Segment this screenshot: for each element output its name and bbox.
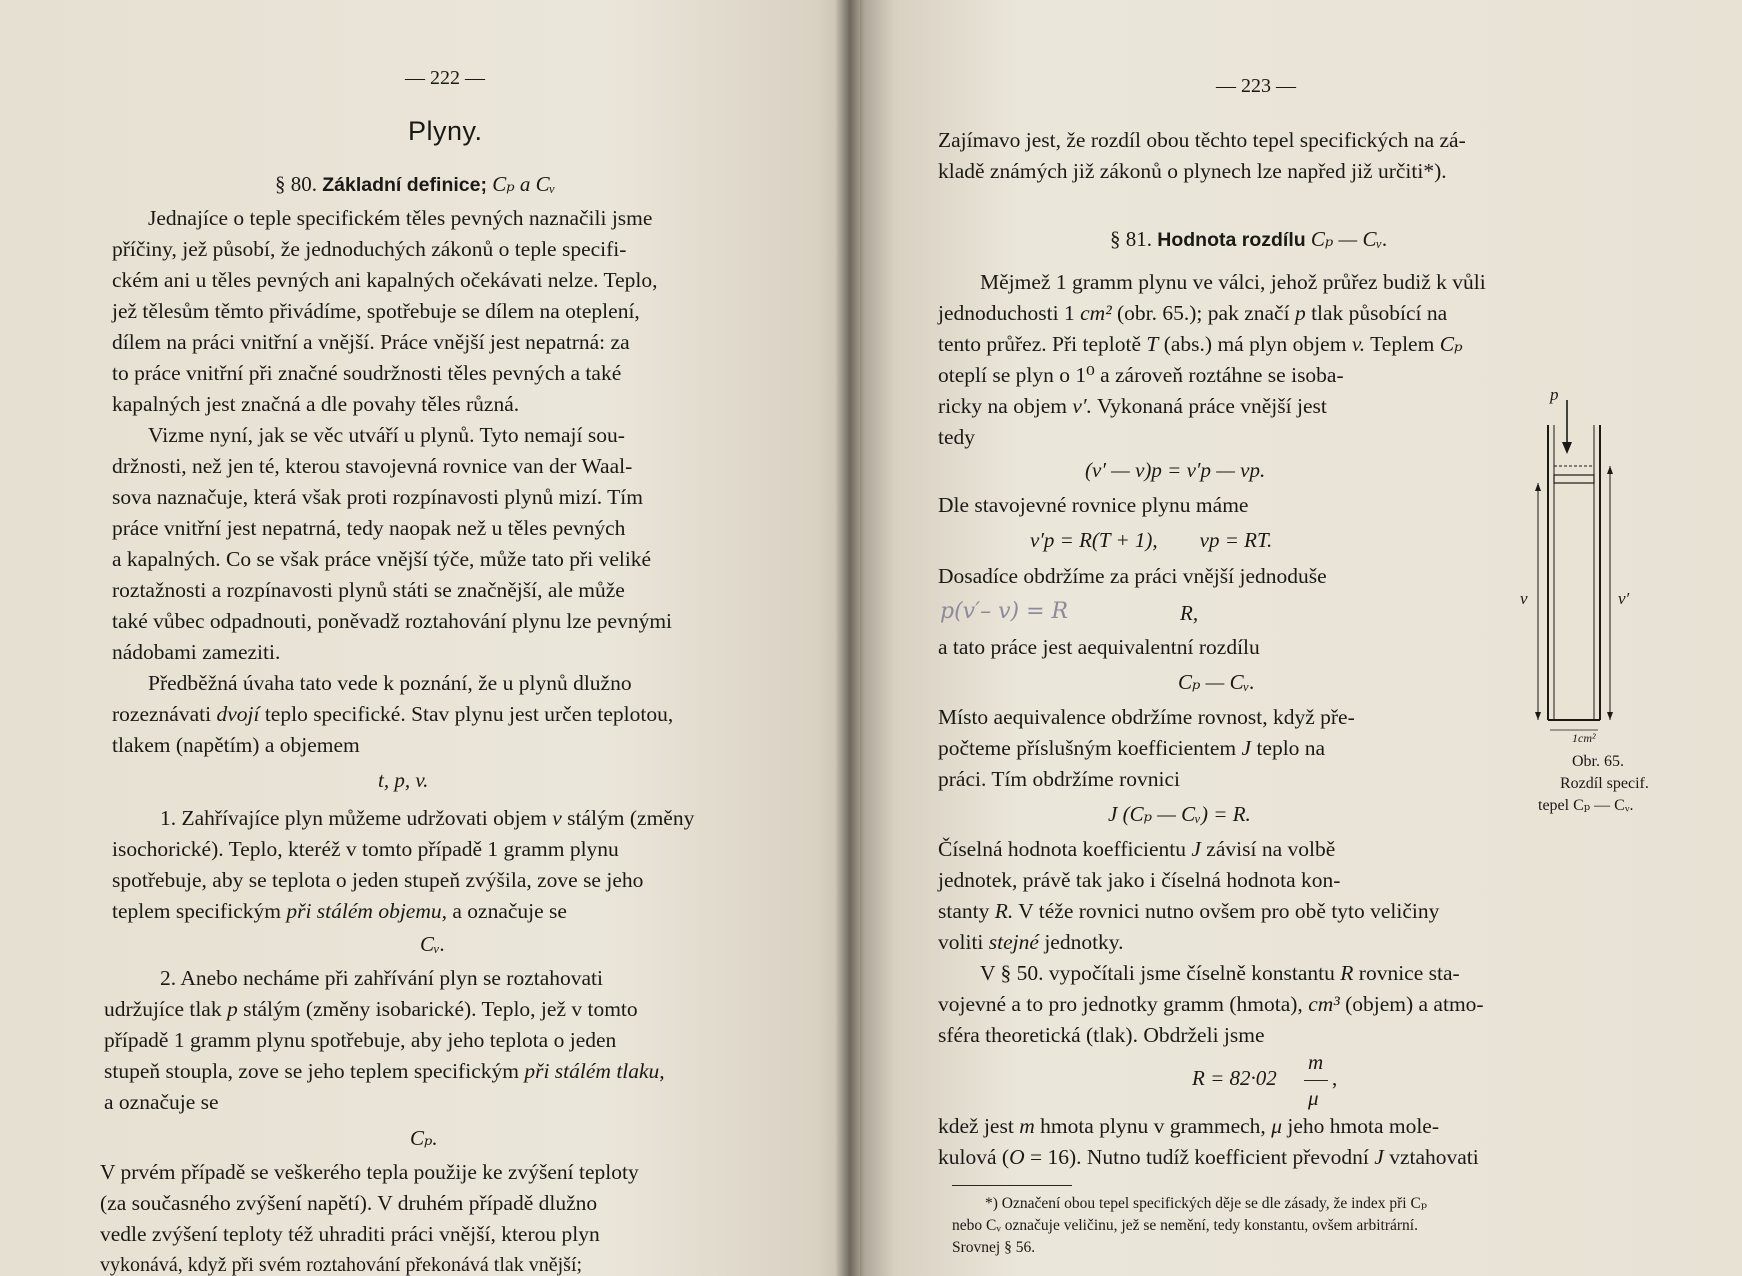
formula-r: R = 82·02 xyxy=(1192,1066,1277,1090)
text-line: Mějmež 1 gramm plynu ve válci, jehož průřez budiž k vůli xyxy=(980,270,1486,294)
text-line: Dosadíce obdržíme za práci vnější jednoduše xyxy=(938,564,1327,588)
fraction-bar xyxy=(1304,1080,1328,1081)
book-gutter xyxy=(835,0,865,1276)
text-line: Místo aequivalence obdržíme rovnost, když pře- xyxy=(938,705,1355,729)
text-line: kulová (O = 16). Nutno tudíž koefficient převodní J vztahovati xyxy=(938,1145,1479,1169)
arrow-head-icon xyxy=(1562,442,1572,454)
section-number: § 81. xyxy=(1110,227,1152,251)
cylinder-figure xyxy=(1470,380,1680,740)
section-heading xyxy=(275,174,556,196)
text-line: kapalných jest značná a dle povahy těles různá. xyxy=(112,392,520,416)
text-line: spotřebuje, aby se teplota o jeden stupeň zvýšila, zove se jeho xyxy=(112,868,644,892)
section-symbols: Cₚ — Cᵥ. xyxy=(1310,227,1388,251)
text-line: 2. Anebo necháme při zahřívání plyn se roztahovati xyxy=(160,966,603,990)
figure-caption: Rozdíl specif. xyxy=(1560,775,1649,792)
text-line: to práce vnitřní při značné soudržnosti těles pevných a také xyxy=(112,361,622,385)
text-line: tedy xyxy=(938,425,976,449)
text-line: jež tělesům těmto přivádíme, spotřebuje se dílem na oteplení, xyxy=(112,299,640,323)
formula: (v′ — v)p = v′p — vp. xyxy=(1085,458,1266,482)
text-line: stupeň stoupla, zove se jeho teplem specifickým při stálém tlaku, xyxy=(104,1059,665,1083)
text-line: sova naznačuje, která však proti rozpínavosti plynů mizí. Tím xyxy=(112,485,643,509)
text-line: roztažnosti a rozpínavosti plynů státi se značnější, ale může xyxy=(112,578,625,602)
text-line: Číselná hodnota koefficientu J závisí na volbě xyxy=(938,837,1336,861)
figure-label-v-prime: v′ xyxy=(1618,589,1630,608)
text-line: Zajímavo jest, že rozdíl obou těchto tepel specifických na zá- xyxy=(938,128,1466,152)
figure-caption: tepel Cₚ — Cᵥ. xyxy=(1538,797,1634,814)
text-line: případě 1 gramm plynu spotřebuje, aby jeho teplota o jeden xyxy=(104,1028,617,1052)
arrow-head-icon xyxy=(1607,466,1613,474)
text-line: tlakem (napětím) a objemem xyxy=(112,733,360,757)
left-page xyxy=(0,0,860,1276)
text-line: Jednajíce o teple specifickém těles pevných naznačili jsme xyxy=(148,206,653,230)
text-line: Předběžná úvaha tato vede k poznání, že u plynů dlužno xyxy=(148,671,632,695)
text-line: V prvém případě se veškerého tepla použije ke zvýšení teploty xyxy=(100,1160,639,1184)
text-line: udržujíce tlak p stálým (změny isobarické). Teplo, jež v tomto xyxy=(104,997,638,1021)
text-line: kdež jest m hmota plynu v grammech, μ jeho hmota mole- xyxy=(938,1114,1440,1138)
text-line: také vůbec odpadnouti, poněvadž roztahování plynu lze pevnými xyxy=(112,609,673,633)
text-line: V § 50. vypočítali jsme číselně konstantu R rovnice sta- xyxy=(980,961,1460,985)
text-line: kladě známých již zákonů o plynech lze napřed již určiti*). xyxy=(938,159,1447,183)
formula: Cₚ. xyxy=(410,1126,438,1150)
fraction-numerator: m xyxy=(1308,1050,1324,1074)
formula: t, p, v. xyxy=(378,768,429,792)
text-line: (za současného zvýšení napětí). V druhém případě dlužno xyxy=(100,1191,598,1215)
footnote-line: *) Označení obou tepel specifických děje se dle zásady, že index při Cₚ xyxy=(985,1195,1428,1212)
footnote-line: nebo Cᵥ označuje veličinu, jež se nemění, tedy konstantu, ovšem arbitrární. xyxy=(952,1217,1418,1234)
text-line: ckém ani u těles pevných ani kapalných očekávati nelze. Teplo, xyxy=(112,268,658,292)
text-line: a označuje se xyxy=(104,1090,219,1114)
text-line: držnosti, než jen té, kterou stavojevná rovnice van der Waal- xyxy=(112,454,633,478)
right-page xyxy=(860,0,1742,1276)
section-number: § 80. xyxy=(275,172,317,196)
text-line: ricky na objem v′. Vykonaná práce vnější jest xyxy=(938,394,1327,418)
figure-label-area: 1cm² xyxy=(1572,731,1596,745)
formula: Cₚ — Cᵥ. xyxy=(1178,670,1255,694)
formula: J (Cₚ — Cᵥ) = R. xyxy=(1108,802,1251,826)
page-number: — 222 — xyxy=(405,67,485,89)
figure-label-p: p xyxy=(1550,385,1559,404)
text-line: a kapalných. Co se však práce vnější týče, může tato při veliké xyxy=(112,547,652,571)
arrow-head-icon xyxy=(1535,483,1541,491)
formula-comma: , xyxy=(1332,1066,1338,1090)
text-line: jednotek, právě tak jako i číselná hodnota kon- xyxy=(938,868,1341,892)
text-line: vykonává, když při svém roztahování překonává tlak vnější; xyxy=(100,1254,583,1276)
text-line: vedle zvýšení teploty též uhraditi práci vnější, kterou plyn xyxy=(100,1222,600,1246)
formula: R, xyxy=(1180,601,1199,625)
section-heading xyxy=(1110,229,1388,251)
text-line: oteplí se plyn o 1⁰ a zároveň roztáhne se isoba- xyxy=(938,363,1344,387)
text-line: voliti stejné jednotky. xyxy=(938,930,1124,954)
text-line: a tato práce jest aequivalentní rozdílu xyxy=(938,635,1260,659)
text-line: práce vnitřní jest nepatrná, tedy naopak než u těles pevných xyxy=(112,516,626,540)
text-line: nádobami zameziti. xyxy=(112,640,281,664)
arrow-head-icon xyxy=(1535,712,1541,720)
footnote-rule xyxy=(952,1185,1072,1186)
figure-label-v: v xyxy=(1520,589,1528,608)
text-line: tento průřez. Při teplotě T (abs.) má plyn objem v. Teplem Cₚ xyxy=(938,332,1463,356)
text-line: sféra theoretická (tlak). Obdrželi jsme xyxy=(938,1023,1265,1047)
text-line: rozeznávati dvojí teplo specifické. Stav plynu jest určen teplotou, xyxy=(112,702,674,726)
text-line: 1. Zahřívajíce plyn můžeme udržovati objem v stálým (změny xyxy=(160,806,695,830)
arrow-head-icon xyxy=(1607,712,1613,720)
section-title: Hodnota rozdílu xyxy=(1157,229,1306,251)
text-line: Dle stavojevné rovnice plynu máme xyxy=(938,493,1249,517)
text-line: jednoduchosti 1 cm² (obr. 65.); pak značí p tlak působící na xyxy=(938,301,1448,325)
section-symbols: Cₚ a Cᵥ xyxy=(492,172,556,196)
footnote-line: Srovnej § 56. xyxy=(952,1239,1036,1256)
pencil-annotation: p(v′– v) = R xyxy=(940,599,1069,624)
text-line: teplem specifickým při stálém objemu, a označuje se xyxy=(112,899,567,923)
text-line: Vizme nyní, jak se věc utváří u plynů. Tyto nemají sou- xyxy=(148,423,625,447)
chapter-title: Plyny. xyxy=(408,116,483,146)
text-line: stanty R. V téže rovnici nutno ovšem pro obě tyto veličiny xyxy=(938,899,1440,923)
text-line: počteme příslušným koefficientem J teplo na xyxy=(938,736,1326,760)
text-line: práci. Tím obdržíme rovnici xyxy=(938,767,1181,791)
text-line: dílem na práci vnitřní a vnější. Práce vnější jest nepatrná: za xyxy=(112,330,630,354)
fraction-denominator: μ xyxy=(1308,1086,1319,1110)
formula: v′p = R(T + 1), vp = RT. xyxy=(1030,528,1273,552)
text-line: isochorické). Teplo, kteréž v tomto případě 1 gramm plynu xyxy=(112,837,619,861)
text-line: vojevné a to pro jednotky gramm (hmota), cm³ (objem) a atmo- xyxy=(938,992,1484,1016)
page-number: — 223 — xyxy=(1216,75,1296,97)
figure-caption: Obr. 65. xyxy=(1572,753,1624,770)
formula: Cᵥ. xyxy=(420,932,446,956)
text-line: příčiny, jež působí, že jednoduchých zákonů o teple specifi- xyxy=(112,237,627,261)
piston xyxy=(1554,475,1594,483)
section-title: Základní definice; xyxy=(322,174,487,196)
